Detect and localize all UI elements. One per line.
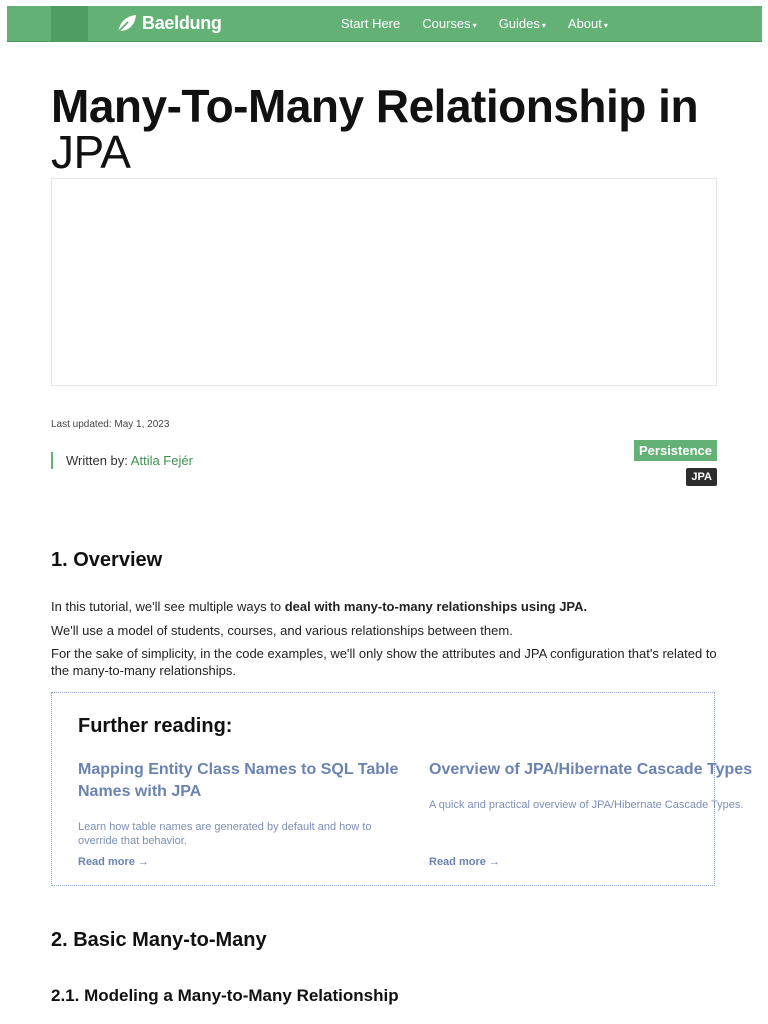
- menu-toggle-button[interactable]: [51, 6, 88, 41]
- nav-link-label: Start Here: [341, 16, 401, 31]
- overview-p1-text: In this tutorial, we'll see multiple ways to: [51, 599, 285, 614]
- page-title-line1: Many-To-Many Relationship in: [51, 80, 699, 132]
- category-tag-persistence[interactable]: Persistence: [634, 440, 717, 461]
- further-reading-card: [78, 759, 413, 868]
- top-navbar: [7, 6, 762, 42]
- further-reading-card: [429, 759, 764, 868]
- author-line: [51, 452, 193, 469]
- author-link[interactable]: Attila Fejér: [130, 453, 193, 468]
- nav-links: [341, 6, 630, 41]
- further-reading-box: [51, 692, 753, 886]
- brand-name: Baeldung: [142, 13, 222, 33]
- ad-placeholder: [51, 178, 717, 386]
- overview-p1-bold: deal with many-to-many relationships using JPA.: [284, 599, 588, 614]
- section-heading-basic-many-to-many: 2. Basic Many-to-Many: [51, 929, 267, 951]
- section-heading-overview: 1. Overview: [51, 549, 163, 571]
- tag-jpa[interactable]: JPA: [686, 468, 717, 486]
- nav-link-guides[interactable]: [499, 16, 546, 31]
- nav-link-about[interactable]: [568, 16, 608, 31]
- last-updated: Last updated: May 1, 2023: [51, 419, 170, 430]
- chevron-down-icon: ▾: [541, 21, 546, 30]
- chevron-down-icon: ▾: [472, 21, 477, 30]
- overview-paragraph-1: [51, 598, 719, 615]
- overview-paragraph-2: We'll use a model of students, courses, and various relationships between them.: [51, 623, 513, 638]
- nav-link-label: Courses: [422, 16, 471, 31]
- nav-link-label: About: [567, 16, 602, 31]
- further-reading-title: Further reading:: [78, 715, 233, 737]
- overview-paragraph-3: For the sake of simplicity, in the code examples, we'll only show the attributes and JPA configuration that's related to the many-to-many relationships.: [51, 646, 717, 678]
- page-title: [51, 80, 731, 178]
- card-description: A quick and practical overview of JPA/Hibernate Cascade Types.: [429, 799, 744, 811]
- card-title-link[interactable]: Mapping Entity Class Names to SQL Table Names with JPA: [78, 761, 399, 800]
- card-description: Learn how table names are generated by default and how to override that behavior.: [78, 821, 372, 847]
- nav-link-courses[interactable]: [422, 16, 476, 31]
- chevron-down-icon: ▾: [603, 21, 608, 30]
- nav-link-start-here[interactable]: [341, 16, 400, 31]
- written-by-label: Written by:: [66, 453, 131, 468]
- read-more-link[interactable]: Read more →: [78, 856, 149, 868]
- subsection-heading-modeling: 2.1. Modeling a Many-to-Many Relationship: [51, 986, 399, 1005]
- leaf-icon: [114, 12, 138, 36]
- read-more-link[interactable]: Read more →: [429, 856, 500, 868]
- page-title-line2: JPA: [51, 126, 131, 178]
- baeldung-logo[interactable]: [114, 11, 222, 36]
- card-title-link[interactable]: Overview of JPA/Hibernate Cascade Types: [429, 761, 753, 778]
- nav-link-label: Guides: [498, 16, 540, 31]
